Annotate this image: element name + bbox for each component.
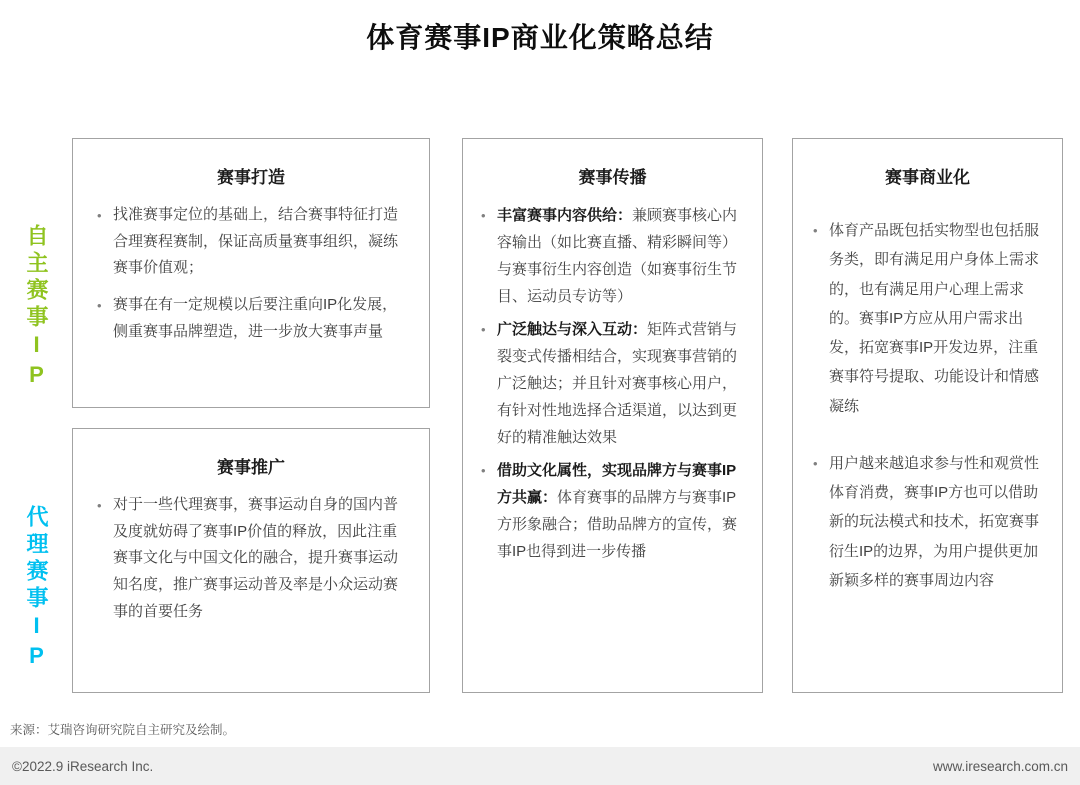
source-note: 来源：艾瑞咨询研究院自主研究及绘制。 [10, 723, 236, 737]
bullet-dot-icon: • [97, 208, 102, 223]
bullet-dot-icon: • [97, 298, 102, 314]
bullet-dot-icon: • [813, 455, 818, 471]
bullet-item [481, 316, 746, 451]
footer-copyright: ©2022.9 iResearch Inc. [12, 758, 154, 774]
bullet-text: 丰富赛事内容供给：兼顾赛事核心内容输出（如比赛直播、精彩瞬间等）与赛事衍生内容创造（如赛事衍生节目、运动员专访等） [497, 207, 738, 305]
bullet-item [481, 202, 746, 310]
card-title-event-communication: 赛事传播 [578, 168, 647, 187]
bullet-text: 借助文化属性，实现品牌方与赛事IP方共赢：体育赛事的品牌方与赛事IP方形象融合；借助品牌方的宣传，赛事IP也得到进一步传播 [497, 462, 738, 560]
card-event-promotion [72, 428, 430, 693]
bullet-item [97, 202, 409, 282]
card-title-event-commercialization: 赛事商业化 [885, 168, 970, 187]
bullet-dot-icon: • [481, 322, 486, 337]
bullet-text: 对于一些代理赛事，赛事运动自身的国内普及度就妨碍了赛事IP价值的释放，因此注重赛事文化与中国文化的融合，提升赛事运动知名度，推广赛事运动普及率是小众运动赛事的首要任务 [113, 496, 399, 620]
bullet-item [97, 292, 409, 345]
card-title-event-promotion: 赛事推广 [217, 458, 285, 477]
bullet-text: 用户越来越追求参与性和观赏性体育消费，赛事IP方也可以借助新的玩法模式和技术，拓宽赛事衍生IP的边界，为用户提供更加新颖多样的赛事周边内容 [829, 454, 1040, 589]
bullet-dot-icon: • [97, 498, 102, 513]
page-title: 体育赛事IP商业化策略总结 [366, 22, 714, 53]
bullet-item [97, 492, 409, 625]
bullet-text: 广泛触达与深入互动：矩阵式营销与裂变式传播相结合，实现赛事营销的广泛触达；并且针对赛事核心用户，有针对性地选择合适渠道，以达到更好的精准触达效果 [497, 321, 738, 446]
bullet-text: 赛事在有一定规模以后要注重向IP化发展，侧重赛事品牌塑造，进一步放大赛事声量 [113, 296, 398, 340]
footer-bar [0, 747, 1080, 785]
bullet-list-event-building [73, 202, 429, 345]
bullet-dot-icon: • [481, 463, 486, 478]
bullet-item [813, 449, 1046, 595]
bullet-item [481, 457, 746, 565]
side-label-agency-event-ip: 代理赛事IP [24, 505, 49, 673]
card-event-commercialization [792, 138, 1063, 693]
bullet-item [813, 216, 1046, 421]
card-event-communication [462, 138, 763, 693]
side-label-owned-event-ip: 自主赛事IP [24, 224, 49, 392]
bullet-dot-icon: • [813, 223, 818, 238]
bullet-list-event-commercialization [793, 216, 1062, 595]
bullet-text: 体育产品既包括实物型也包括服务类，即有满足用户身体上需求的，也有满足用户心理上需求的。赛事IP方应从用户需求出发，拓宽赛事IP开发边界，注重赛事符号提取、功能设计和情感凝练 [829, 222, 1040, 415]
footer-website: www.iresearch.com.cn [932, 758, 1068, 774]
bullet-dot-icon: • [481, 208, 486, 223]
card-event-building [72, 138, 430, 408]
card-title-event-building: 赛事打造 [217, 168, 285, 187]
bullet-list-event-promotion [73, 492, 429, 625]
bullet-list-event-communication [463, 202, 762, 565]
bullet-text: 找准赛事定位的基础上，结合赛事特征打造合理赛程赛制，保证高质量赛事组织，凝练赛事价值观； [113, 206, 399, 277]
